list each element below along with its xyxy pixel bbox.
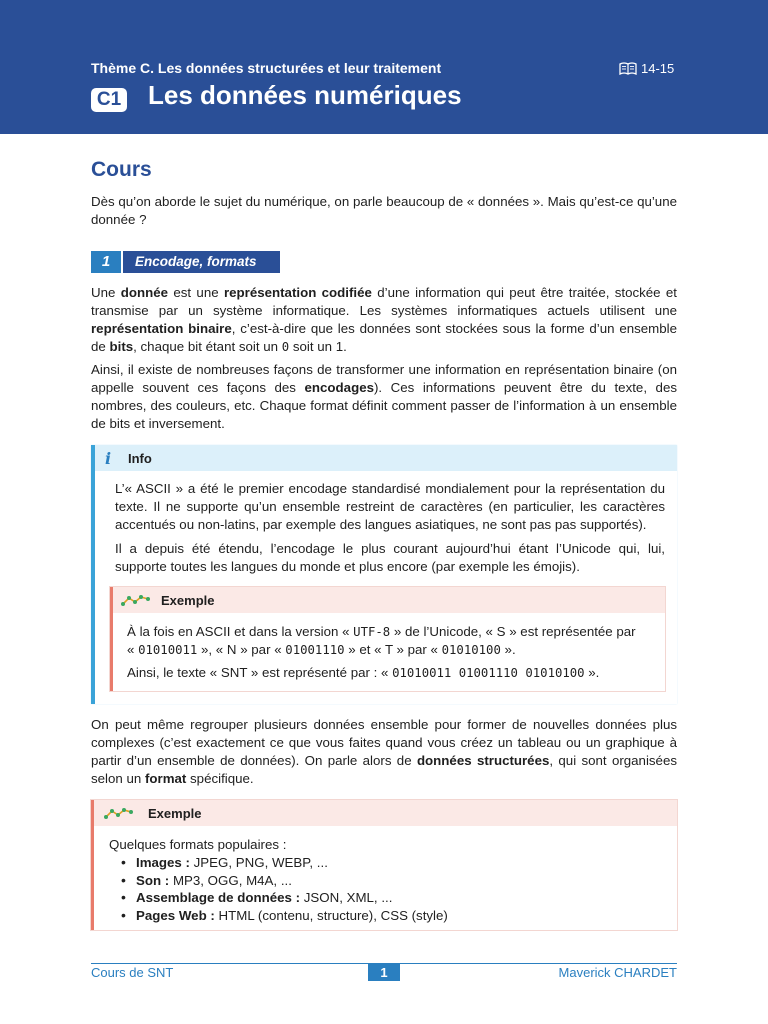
info-title: Info [128,450,152,466]
list-item: • Son : MP3, OGG, M4A, ... [121,872,448,890]
example-title: Exemple [161,592,215,608]
list-item: • Pages Web : HTML (contenu, structure), CSS (style) [121,907,448,925]
footer-author: Maverick CHARDET [558,965,677,980]
list-item: • Images : JPEG, PNG, WEBP, ... [121,854,448,872]
footer-course: Cours de SNT [91,965,174,980]
section-header [91,251,280,273]
info-text-unicode: Il a depuis été étendu, l’encodage le plus courant aujourd’hui étant l’Unicode qui, lui, supporte toutes les langues du monde et plus encore (par exemple les émojis). [115,541,665,574]
example-line-2: « 01010011 », « N » par « 01001110 » et « T » par « 01010100 ». [127,642,516,657]
theme-title: Thème C. Les données structurées et leur traitement [91,60,442,76]
info-box [91,445,677,704]
chart-line-icon [104,806,134,820]
intro-paragraph: Dès qu’on aborde le sujet du numérique, on parle beaucoup de « données ». Mais qu’est-ce qu’une donnée ? [91,194,677,227]
page-title: Les données numériques [148,80,462,110]
example-box-inner [110,587,665,691]
book-icon [619,62,637,75]
example-header [113,587,665,613]
section-heading-cours: Cours [91,158,152,181]
info-header [95,445,677,471]
paragraph-encodages: Ainsi, il existe de nombreuses façons de transformer une information en représentation binaire (on appelle souvent ces façons des encodages). Ces informations peuvent être du texte, des nombres, des couleurs, etc. Chaque format définit comment passer de l’information à un ensemble de bits et inversement. [91,362,677,431]
formats-list [121,854,448,924]
page-reference [619,61,674,76]
chart-line-icon [121,593,151,607]
page-header [0,0,768,134]
example-box-formats [91,800,677,930]
example-line-1: À la fois en ASCII et dans la version « UTF-8 » de l’Unicode, « S » est représentée par [127,624,636,639]
info-icon: i [104,448,112,468]
info-text-ascii: L’« ASCII » a été le premier encodage standardisé mondialement pour la représentation du texte. Il ne supporte qu’un ensemble restreint de caractères (en particulier, les caractères accentués ou non-latins, par exemple des langues asiatiques, ne sont pas pas supportés). [115,481,665,532]
list-item: • Assemblage de données : JSON, XML, ... [121,889,448,907]
example-line-3: Ainsi, le texte « SNT » est représenté par : « 01010011 01001110 01010100 ». [127,665,600,680]
chapter-chip: C1 [91,88,127,112]
paragraph-donnees-structurees: On peut même regrouper plusieurs données ensemble pour former de nouvelles données plus complexes (c’est exactement ce que vous faites quand vous créez un tableau ou un graphique à partir d’un ensemble de données). On parle alors de données structurées, qui sont organisées selon un format spécifique. [91,717,677,786]
example-header [94,800,677,826]
page-footer [91,963,677,985]
formats-lead: Quelques formats populaires : [109,837,287,852]
section-number: 1 [91,251,121,273]
pages-label: 14-15 [641,61,675,76]
example-title: Exemple [148,805,202,821]
paragraph-donnee: Une donnée est une représentation codifiée d’une information qui peut être traitée, stockée et transmise par un système informatique. Les systèmes informatiques actuels utilisent une représentation binaire, c’est-à-dire que les données sont stockées sous la forme d’un ensemble de bits, chaque bit étant soit un 0 soit un 1. [91,285,677,354]
page-number: 1 [368,964,400,981]
section-label: Encodage, formats [123,251,280,273]
